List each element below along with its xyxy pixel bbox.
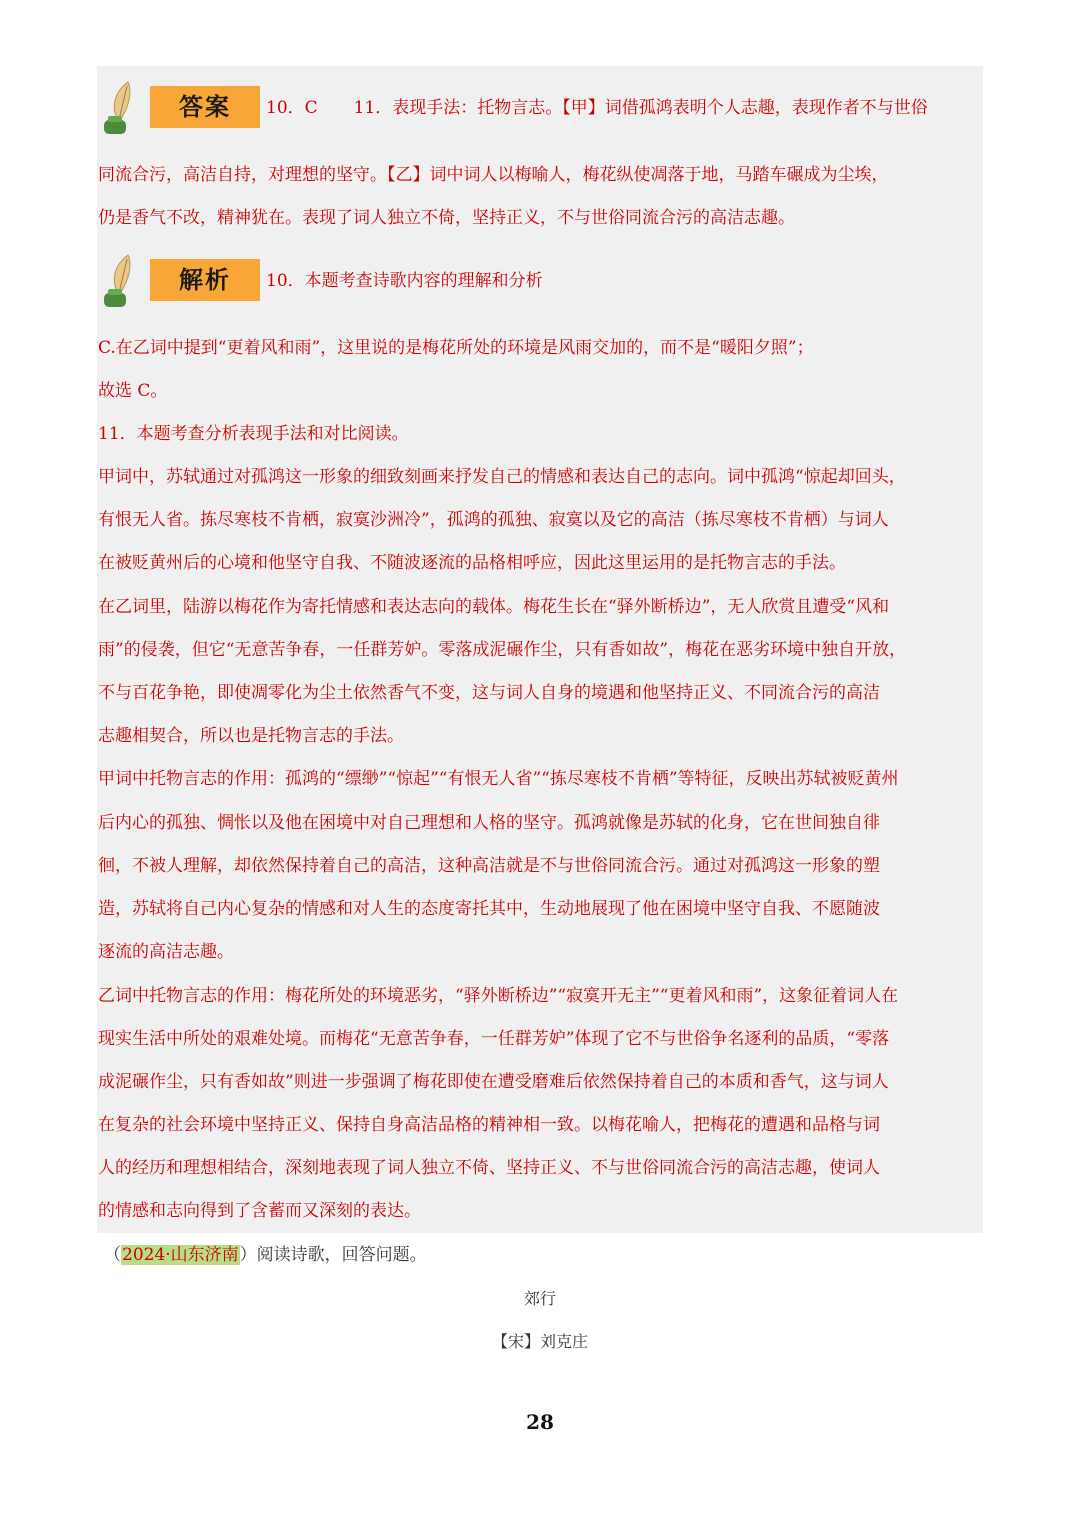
answer-q10: 10．C <box>266 98 318 118</box>
quill-ink-icon <box>98 80 140 136</box>
poem-author: 【宋】刘克庄 <box>491 1332 588 1351</box>
answer-line: 仍是香气不改，精神犹在。表现了词人独立不倚，坚持正义，不与世俗同流合污的高洁志趣。 <box>98 208 795 228</box>
analysis-line: 雨”的侵袭，但它“无意苦争春，一任群芳妒。零落成泥碾作尘，只有香如故”，梅花在恶劣环境中独自开放， <box>98 640 907 660</box>
question-source-line: （2024·山东济南）阅读诗歌，回答问题。 <box>104 1245 427 1265</box>
page-number: 28 <box>526 1410 554 1434</box>
analysis-line: 11．本题考查分析表现手法和对比阅读。 <box>98 424 409 444</box>
analysis-line: 后内心的孤独、惆怅以及他在困境中对自己理想和人格的坚守。孤鸿就像是苏轼的化身，它在世间独自徘 <box>98 813 880 833</box>
analysis-line: 的情感和志向得到了含蓄而又深刻的表达。 <box>98 1201 421 1221</box>
analysis-line: 甲词中托物言志的作用：孤鸿的“缥缈”“惊起”“有恨无人省”“拣尽寒枝不肯栖”等特征，反映出苏轼被贬黄州 <box>98 769 899 789</box>
analysis-line: 逐流的高洁志趣。 <box>98 942 234 962</box>
analysis-line: C.在乙词中提到“更着风和雨”，这里说的是梅花所处的环境是风雨交加的，而不是“暖阳夕照”； <box>98 338 814 358</box>
answer-q11: 11．表现手法：托物言志。【甲】词借孤鸿表明个人志趣，表现作者不与世俗 <box>353 98 928 118</box>
analysis-line: 人的经历和理想相结合，深刻地表现了词人独立不倚、坚持正义、不与世俗同流合污的高洁志趣，使词人 <box>98 1158 880 1178</box>
analysis-line: 乙词中托物言志的作用：梅花所处的环境恶劣，“驿外断桥边”“寂寞开无主”“更着风和雨”，这象征着词人在 <box>98 986 899 1006</box>
analysis-line: 在被贬黄州后的心境和他坚守自我、不随波逐流的品格相呼应，因此这里运用的是托物言志的手法。 <box>98 553 846 573</box>
analysis-line: 志趣相契合，所以也是托物言志的手法。 <box>98 726 404 746</box>
analysis-line: 甲词中，苏轼通过对孤鸿这一形象的细致刻画来抒发自己的情感和表达自己的志向。词中孤鸿“惊起却回头， <box>98 467 906 487</box>
analysis-line: 造，苏轼将自己内心复杂的情感和对人生的态度寄托其中，生动地展现了他在困境中坚守自我、不愿随波 <box>98 899 880 919</box>
analysis-line: 成泥碾作尘，只有香如故”则进一步强调了梅花即使在遭受磨难后依然保持着自己的本质和香气，这与词人 <box>98 1072 889 1092</box>
analysis-line: 在复杂的社会环境中坚持正义、保持自身高洁品格的精神相一致。以梅花喻人，把梅花的遭遇和品格与词 <box>98 1115 880 1135</box>
analysis-line: 徊，不被人理解，却依然保持着自己的高洁，这种高洁就是不与世俗同流合污。通过对孤鸿这一形象的塑 <box>98 856 880 876</box>
poem-title: 郊行 <box>523 1289 556 1308</box>
analysis-line: 在乙词里，陆游以梅花作为寄托情感和表达志向的载体。梅花生长在“驿外断桥边”，无人欣赏且遭受“风和 <box>98 597 890 617</box>
quill-ink-icon <box>98 253 140 309</box>
analysis-header <box>98 253 982 309</box>
answer-line: 同流合污，高洁自持，对理想的坚守。【乙】词中词人以梅喻人，梅花纵使凋落于地，马踏车碾成为尘埃， <box>98 165 889 185</box>
analysis-line: 不与百花争艳，即使凋零化为尘土依然香气不变，这与词人自身的境遇和他坚持正义、不同流合污的高洁 <box>98 683 880 703</box>
answer-first-line <box>266 96 928 120</box>
analysis-badge: 解析 <box>150 259 260 301</box>
source-tag: 2024·山东济南 <box>122 1245 239 1265</box>
analysis-line: 有恨无人省。拣尽寒枝不肯栖，寂寞沙洲冷”，孤鸿的孤独、寂寞以及它的高洁（拣尽寒枝不肯栖）与词人 <box>98 510 889 530</box>
answer-badge: 答案 <box>150 86 260 128</box>
analysis-first-line: 10．本题考查诗歌内容的理解和分析 <box>266 271 543 291</box>
analysis-line: 现实生活中所处的艰难处境。而梅花“无意苦争春，一任群芳妒”体现了它不与世俗争名逐利的品质，“零落 <box>98 1029 890 1049</box>
analysis-line: 故选 C。 <box>98 381 168 401</box>
answer-header <box>98 80 982 136</box>
